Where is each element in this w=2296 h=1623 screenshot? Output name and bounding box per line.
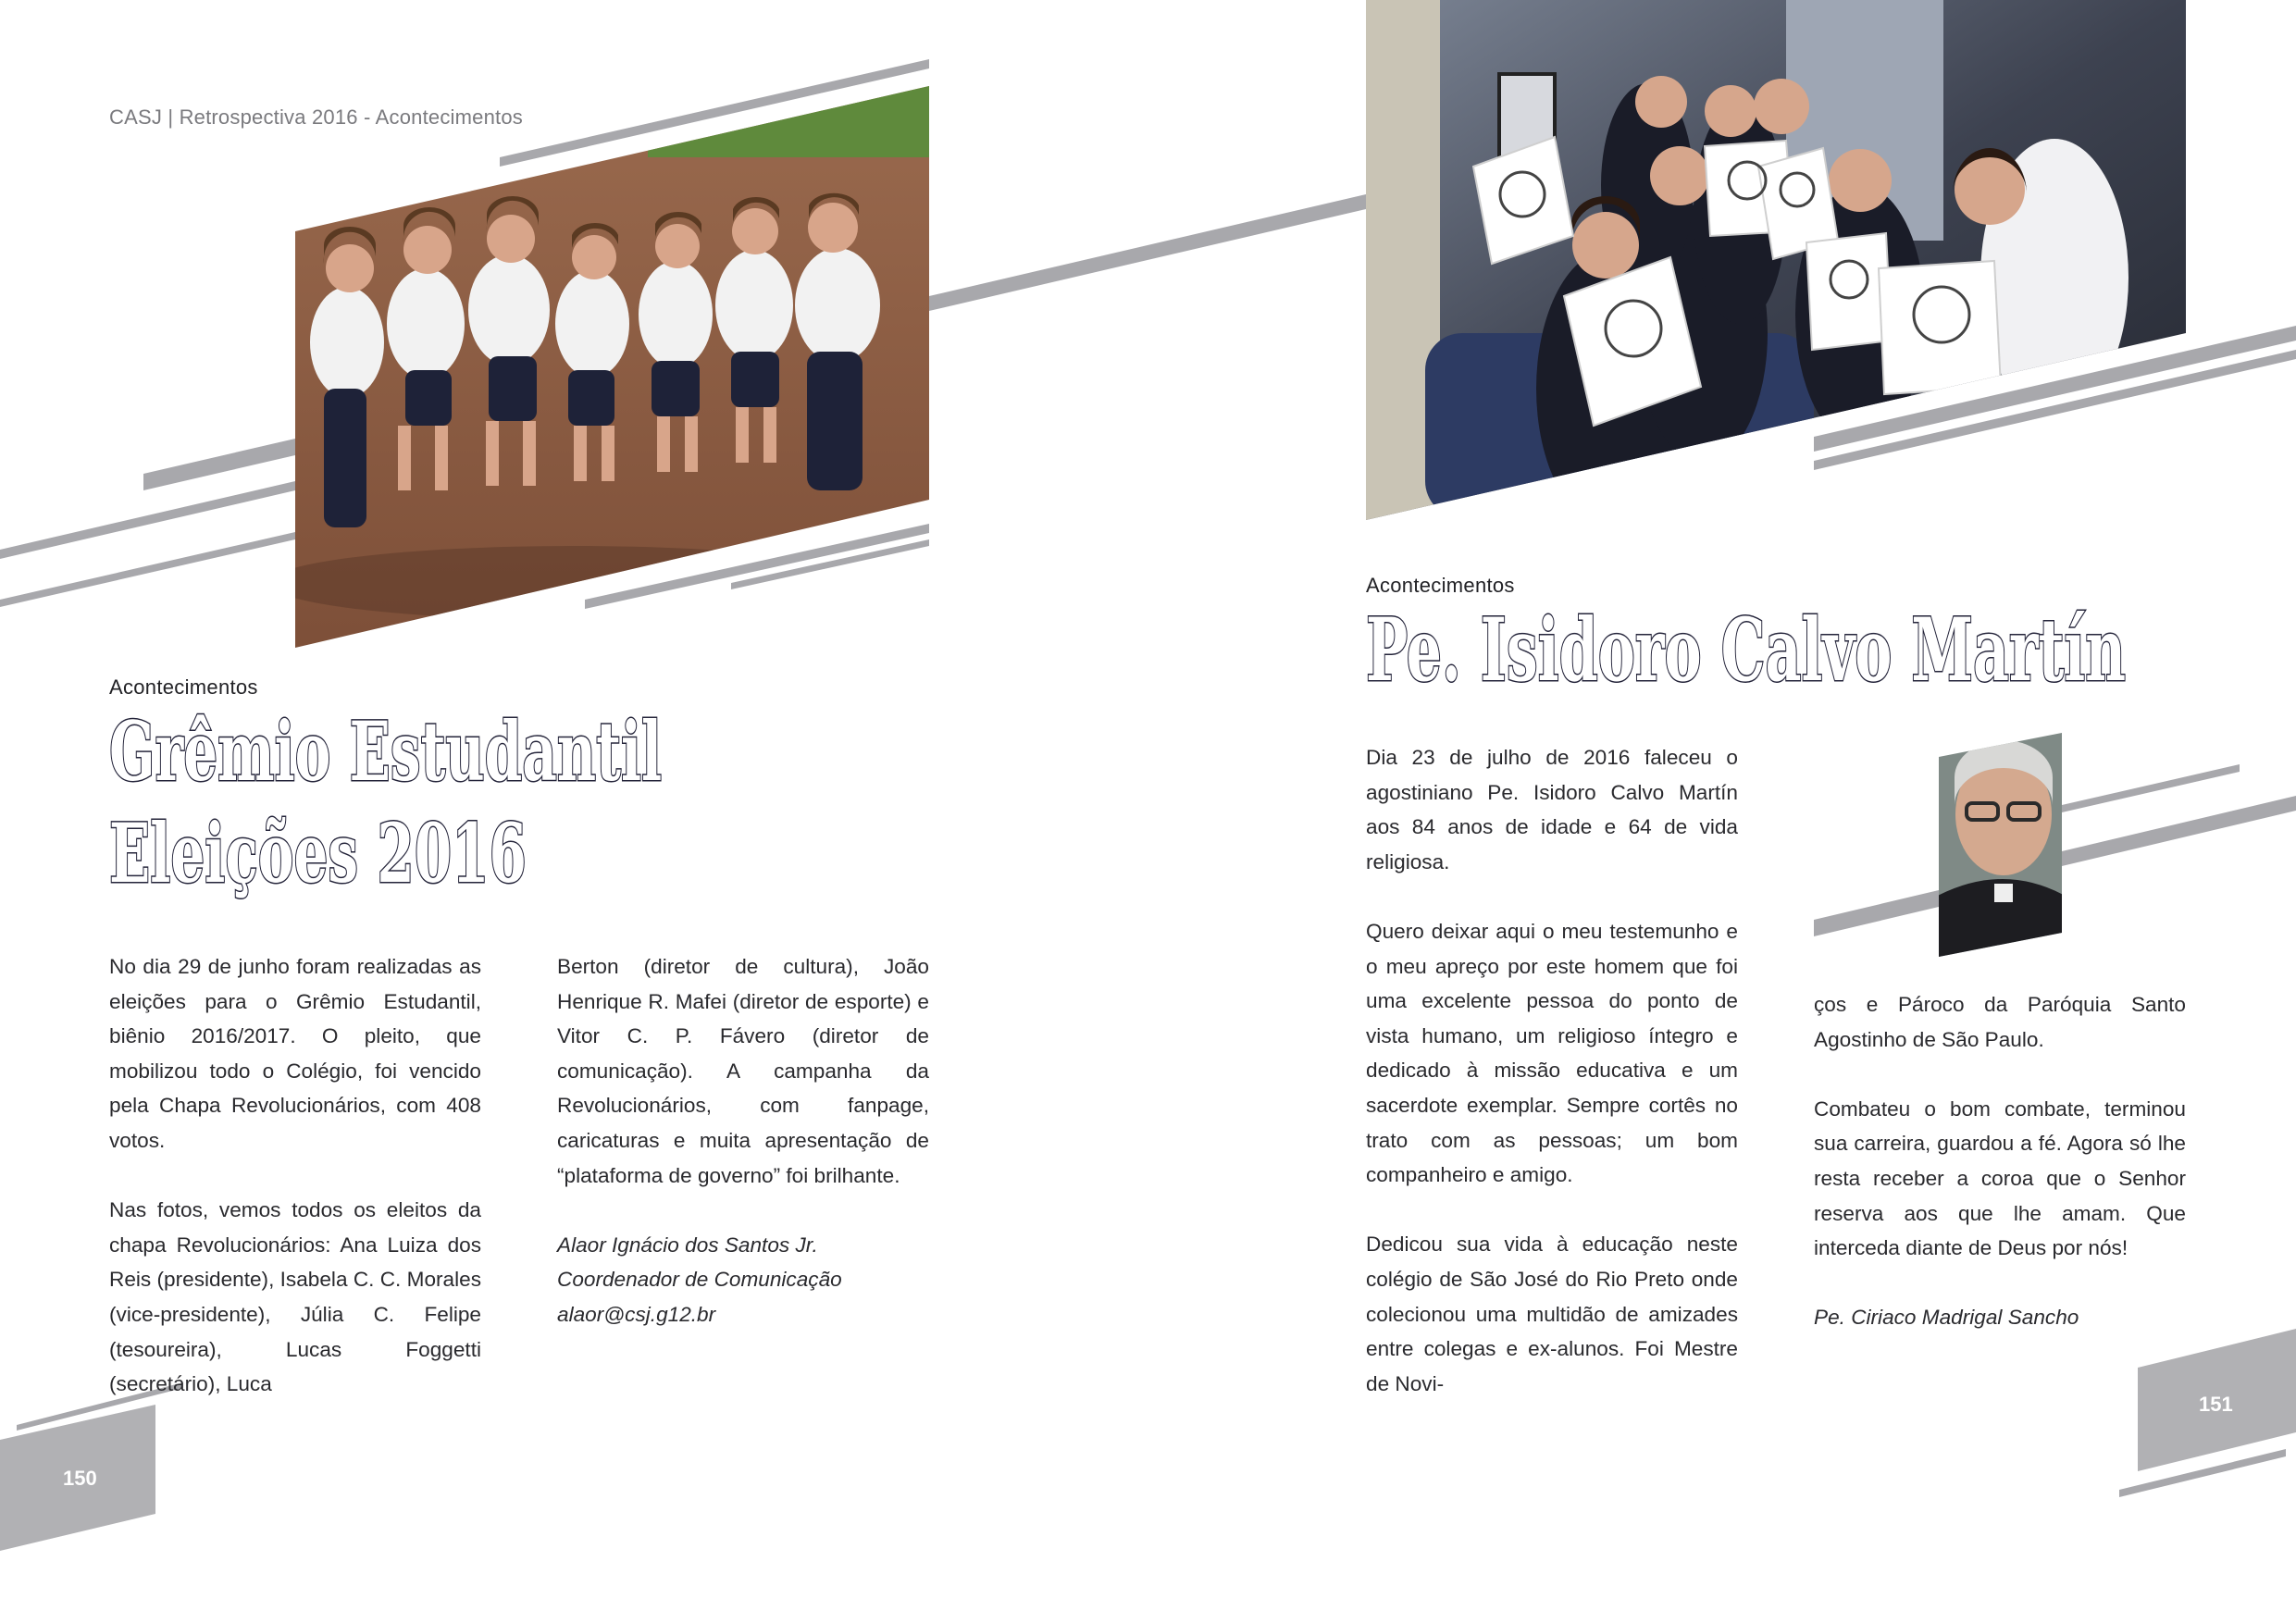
- right-column-2: [1814, 987, 2186, 1335]
- right-col1-paragraph-3: Dedicou sua vida à educação neste colégio de São José do Rio Preto onde colecionou uma multidão de amizades entre colegas e ex-alunos. Foi Mestre de Novi-: [1366, 1233, 1738, 1395]
- right-signature: Pe. Ciriaco Madrigal Sancho: [1814, 1306, 2079, 1330]
- running-head: CASJ | Retrospectiva 2016 - Acontecimentos: [109, 105, 523, 129]
- student-group-photo: [268, 83, 935, 657]
- left-kicker: Acontecimentos: [109, 675, 258, 699]
- signature-name: Alaor Ignácio dos Santos Jr.: [557, 1233, 818, 1257]
- page-number-right: 151: [2199, 1393, 2233, 1416]
- right-col2-paragraph-1: ços e Pároco da Paróquia Santo Agostinho de São Paulo.: [1814, 993, 2186, 1051]
- priest-portrait: [1934, 731, 2068, 962]
- page-number-left: 150: [63, 1467, 97, 1490]
- left-title-line-2: Eleições 2016: [109, 805, 527, 901]
- right-title: Pe. Isidoro Calvo Martín: [1366, 600, 2127, 701]
- left-column-1: [109, 949, 481, 1402]
- left-title-line-1: Grêmio Estudantil: [109, 703, 663, 799]
- signature-role: Coordenador de Comunicação: [557, 1268, 842, 1292]
- left-col1-paragraph-1: No dia 29 de junho foram realizadas as eleições para o Grêmio Estudantil, biênio 2016/2017. O pleito, que mobilizou todo o Colégio, foi vencido pela Chapa Revolucionários, com 408 votos.: [109, 955, 481, 1152]
- right-col1-paragraph-2: Quero deixar aqui o meu testemunho e o meu apreço por este homem que foi uma excelente pessoa do ponto de vista humano, um religioso íntegro e dedicado à missão educativa e um sacerdote exemplar. Sempre cortês no trato com as pessoas; um bom companheiro e amigo.: [1366, 919, 1738, 1187]
- left-column-2: [557, 949, 929, 1332]
- left-col2-paragraph-1: Berton (diretor de cultura), João Henrique R. Mafei (diretor de esporte) e Vitor C. P. Fávero (diretor de comunicação). A campanha da Revolucionários, com fanpage, caricaturas e muita apresentação de “plataforma de governo” foi brilhante.: [557, 955, 929, 1187]
- signature-email[interactable]: alaor@csj.g12.br: [557, 1302, 716, 1326]
- right-kicker: Acontecimentos: [1366, 574, 1515, 597]
- right-column-1: [1366, 740, 1738, 1401]
- right-col2-paragraph-2: Combateu o bom combate, terminou sua carreira, guardou a fé. Agora só lhe resta receber a coroa que o Senhor reserva aos que lhe amam. Que interceda diante de Deus por nós!: [1814, 1096, 2186, 1260]
- left-signature: [557, 1228, 929, 1332]
- students-caricatures-photo: [1366, 0, 2190, 527]
- right-col1-paragraph-1: Dia 23 de julho de 2016 faleceu o agostiniano Pe. Isidoro Calvo Martín aos 84 anos de idade e 64 de vida religiosa.: [1366, 746, 1738, 873]
- left-col1-paragraph-2: Nas fotos, vemos todos os eleitos da chapa Revolucionários: Ana Luiza dos Reis (presidente), Isabela C. C. Morales (vice-presidente), Júlia C. Felipe (tesoureira), Lucas Foggetti (secretário), Luca: [109, 1198, 481, 1396]
